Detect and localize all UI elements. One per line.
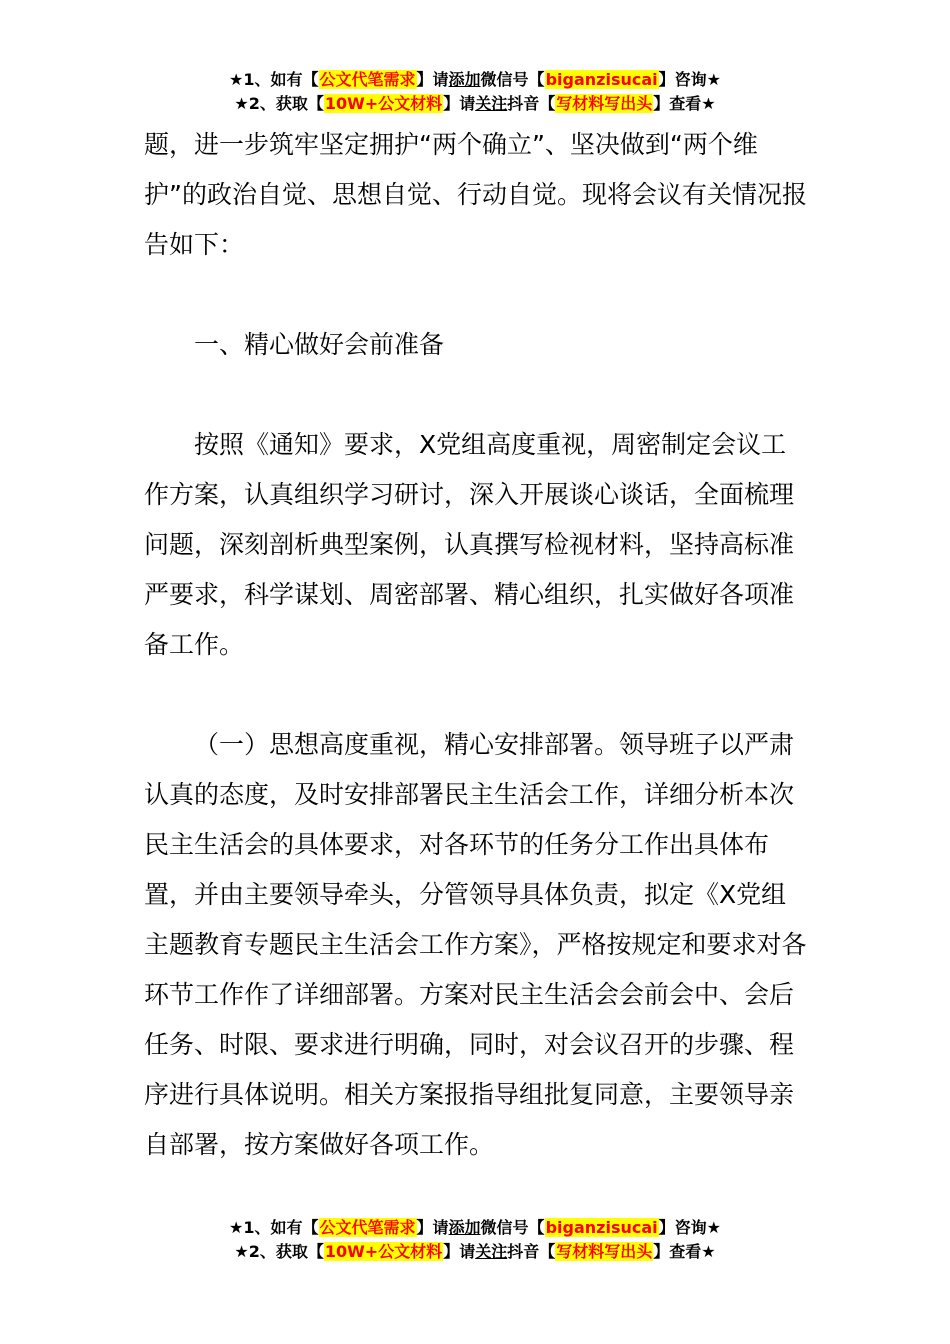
highlight-wechat-id: biganzisucai (545, 70, 658, 89)
banner-line-2: ★2、获取【10W+公文材料】请关注抖音【写材料写出头】查看★ (234, 94, 716, 113)
document-body (144, 120, 808, 1170)
paragraph-intro: 题，进一步筑牢坚定拥护“两个确立”、坚决做到“两个维护”的政治自觉、思想自觉、行动自觉。现将会议有关情况报告如下： (144, 130, 807, 259)
highlight-douyin-id: 写材料写出头 (556, 94, 653, 113)
highlight-wechat-id: biganzisucai (545, 1218, 658, 1237)
banner-line-1: ★1、如有【公文代笔需求】请添加微信号【biganzisucai】咨询★ (229, 1218, 721, 1237)
highlight-materials: 10W+公文材料 (324, 1242, 443, 1261)
paragraph-deployment: （一）思想高度重视，精心安排部署。领导班子以严肃认真的态度，及时安排部署民主生活会工作，详细分析本次民主生活会的具体要求，对各环节的任务分工作出具体布置，并由主要领导牵头，分管领导具体负责，拟定《X党组主题教育专题民主生活会工作方案》，严格按规定和要求对各环节工作作了详细部署。方案对民主生活会会前会中、会后任务、时限、要求进行明确，同时，对会议召开的步骤、程序进行具体说明。相关方案报指导组批复同意，主要领导亲自部署，按方案做好各项工作。 (144, 730, 807, 1159)
section-heading: 一、精心做好会前准备 (194, 330, 445, 359)
highlight-materials: 10W+公文材料 (324, 94, 443, 113)
banner-line-1: ★1、如有【公文代笔需求】请添加微信号【biganzisucai】咨询★ (229, 70, 721, 89)
footer-banner (0, 1216, 950, 1264)
highlight-douyin-id: 写材料写出头 (556, 1242, 653, 1261)
paragraph-preparation: 按照《通知》要求，X党组高度重视，周密制定会议工作方案，认真组织学习研讨，深入开展谈心谈话，全面梳理问题，深刻剖析典型案例，认真撰写检视材料，坚持高标准严要求，科学谋划、周密部署、精心组织，扎实做好各项准备工作。 (144, 430, 795, 659)
highlight-service: 公文代笔需求 (319, 70, 416, 89)
header-banner (0, 68, 950, 116)
banner-line-2: ★2、获取【10W+公文材料】请关注抖音【写材料写出头】查看★ (234, 1242, 716, 1261)
highlight-service: 公文代笔需求 (319, 1218, 416, 1237)
